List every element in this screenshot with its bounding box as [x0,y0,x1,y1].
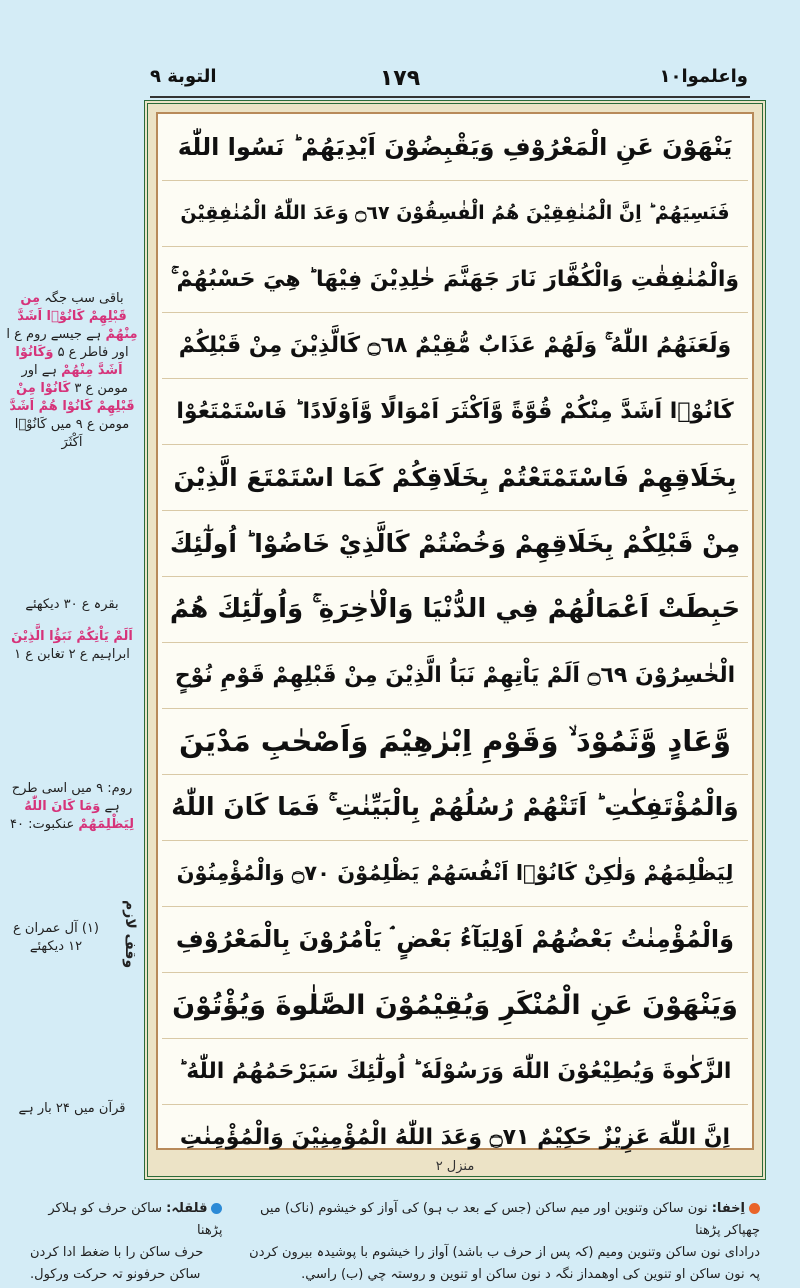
verse-text: وَالْمُنٰفِقٰتِ وَالْكُفَّارَ نَارَ جَهَنَّمَ خٰلِدِيْنَ فِيْهَا ؕ هِيَ حَسْبُهُمْ ۚ [170,266,740,292]
verse-text: اِنَّ اللّٰهَ عَزِيْزٌ حَكِيْمٌ ۝٧١ وَعَدَ اللّٰهُ الْمُؤْمِنِيْنَ وَالْمُؤْمِنٰتِ [179,1124,731,1150]
verse-line [162,642,748,709]
ikhfa-persian: درادای نون ساکن وتنوین ومیم (کہ پس از حرف ب باشد) آواز را خیشوم با پوشیدہ بیرون کردن [249,1245,760,1260]
note-text: باقی سب جگہ [44,291,124,306]
qalqala-text: ساکن حرف کو ہلاکر پڑھنا [48,1201,223,1238]
surah-name: التوبة ٩ [150,66,217,87]
ikhfa-text: نون ساکن وتنوین اور میم ساکن (جس کے بعد ب ہو) کی آواز کو خیشوم (ناک) میں چھپاکر پڑھنا [259,1201,760,1238]
verse-line [162,840,748,907]
margin-note-3 [6,628,138,664]
note-quote: مِن قَبْلِهِمْ كَانُوْۤا اَشَدَّ مِنْهُمْ [17,291,138,342]
margin-note-6: قرآن میں ۲۴ بار ہے [18,1101,126,1116]
header-rule [150,96,750,98]
verse-text: وَالْمُؤْتَفِكٰتِ ؕ اَتَتْهُمْ رُسُلُهُمْ بِالْبَيِّنٰتِ ۚ فَمَا كَانَ اللّٰهُ [171,792,739,821]
verse-line [162,1038,748,1105]
ikhfa-pashto: پہ نون ساکن او تنوین کی اوهمداز نگہ د نون ساکن او تنوین و روستہ چي (ب) راسي. [301,1267,760,1282]
juz-name: واعلموا١٠ [659,66,748,87]
ikhfa-color-icon [749,1203,760,1214]
note-text: عنکبوت: ۴۰ [9,817,75,832]
note-quote: وَكَانُوْا اَشَدَّ مِنْهُمْ [15,345,123,378]
ikhfa-rule [222,1198,760,1242]
verse-text: حَبِطَتْ اَعْمَالُهُمْ فِي الدُّنْيَا وَالْاٰخِرَةِ ۚ وَاُولٰٓئِكَ هُمُ [169,593,741,624]
margin-note-2: بقرہ ع ۳۰ دیکھئے [25,597,119,612]
verse-text: كَانُوْۤا اَشَدَّ مِنْكُمْ قُوَّةً وَّاَكْثَرَ اَمْوَالًا وَّاَوْلَادًا ؕ فَاسْتَمْتَعُوْا [176,398,734,424]
verse-line [162,312,748,379]
legend-row [30,1264,760,1286]
qalqala-color-icon [211,1203,222,1214]
verse-text: وَيَنْهَوْنَ عَنِ الْمُنْكَرِ وَيُقِيْمُوْنَ الصَّلٰوةَ وَيُؤْتُوْنَ [172,989,738,1021]
verse-line [162,510,748,577]
verse-line [162,708,748,775]
ikhfa-label: اِخفا: [711,1201,745,1216]
verse-line [162,114,748,181]
note-quote: وَمَا كَانَ اللّٰهُ لِيَظْلِمَهُمْ [24,799,134,832]
note-text: مومن ع ۹ میں كَانُوْۤا اَكْثَرَ [14,417,130,450]
note-text: ابراہیم ع ۲ تغابن ع ۱ [14,647,130,662]
verse-text: فَنَسِيَهُمْ ؕ اِنَّ الْمُنٰفِقِيْنَ هُمُ الْفٰسِقُوْنَ ۝٦٧ وَعَدَ اللّٰهُ الْمُنٰفِقِيْنَ [180,202,730,224]
verse-text: بِخَلَاقِهِمْ فَاسْتَمْتَعْتُمْ بِخَلَاقِكُمْ كَمَا اسْتَمْتَعَ الَّذِيْنَ [173,462,737,492]
note-quote: كَانُوْا مِنْ قَبْلِهِمْ كَانُوْا هُمْ اَشَدَّ [9,381,135,414]
verse-text: وَلَعَنَهُمُ اللّٰهُ ۚ وَلَهُمْ عَذَابٌ مُّقِيْمٌ ۝٦٨ كَالَّذِيْنَ مِنْ قَبْلِكُمْ [178,332,732,358]
verse-line [162,444,748,511]
manzil-label: منزل ۲ [435,1159,475,1174]
tajweed-legend [30,1198,760,1286]
legend-row [30,1198,760,1242]
verse-line [162,576,748,643]
note-text: روم: ۹ میں اسی طرح ہے [11,781,133,814]
note-text: ہے اور مومن ع ۳ [21,363,128,396]
qalqala-label: قلقلہ: [166,1201,208,1216]
qalqala-pashto: ساکن حرفونو تہ حرکت ورکول. [30,1267,201,1282]
verse-text: وَّعَادٍ وَّثَمُوْدَ ۙ وَقَوْمِ اِبْرٰهِيْمَ وَاَصْحٰبِ مَدْيَنَ [178,723,732,758]
verse-line [162,180,748,247]
verse-text: الزَّكٰوةَ وَيُطِيْعُوْنَ اللّٰهَ وَرَسُوْلَهٗ ؕ اُولٰٓئِكَ سَيَرْحَمُهُمُ اللّٰهُ ؕ [178,1058,732,1084]
verse-line [162,378,748,445]
verse-text: الْخٰسِرُوْنَ ۝٦٩ اَلَمْ يَاْتِهِمْ نَبَاُ الَّذِيْنَ مِنْ قَبْلِهِمْ قَوْمِ نُوْحٍ [174,662,736,688]
verse-line [162,906,748,973]
text-frame [144,100,766,1180]
verse-text: يَنْهَوْنَ عَنِ الْمَعْرُوْفِ وَيَقْبِضُوْنَ اَيْدِيَهُمْ ؕ نَسُوا اللّٰهَ [177,133,733,161]
margin-note-1 [6,290,138,452]
qalqala-persian: حرف ساکن را با ضغط ادا کردن [30,1245,204,1260]
verse-line [162,246,748,313]
margin-note-5: (۱) آل عمران ع ۱۲ دیکھئے [13,921,99,954]
margin-note-4 [6,780,138,834]
verse-text: وَالْمُؤْمِنٰتُ بَعْضُهُمْ اَوْلِيَآءُ بَعْضٍ ۘ يَاْمُرُوْنَ بِالْمَعْرُوْفِ [175,925,735,953]
legend-row [30,1242,760,1264]
qalqala-rule [30,1198,222,1242]
verse-text: لِيَظْلِمَهُمْ وَلٰكِنْ كَانُوْۤا اَنْفُسَهُمْ يَظْلِمُوْنَ ۝٧٠ وَالْمُؤْمِنُوْنَ [176,861,734,885]
text-area [156,112,754,1150]
page-number: ١٧٩ [379,66,421,91]
note-text: ہے جیسے روم ع ا اور فاطر ع ۵ [6,327,129,360]
verse-line [162,774,748,841]
waqf-lazim-mark: وقف لازم [122,900,138,969]
note-quote: اَلَمْ يَاْتِكُمْ نَبَؤُا الَّذِيْنَ [11,629,133,644]
verse-line [162,972,748,1039]
verse-text: مِنْ قَبْلِكُمْ بِخَلَاقِهِمْ وَخُضْتُمْ كَالَّذِيْ خَاضُوْا ؕ اُولٰٓئِكَ [169,528,741,558]
